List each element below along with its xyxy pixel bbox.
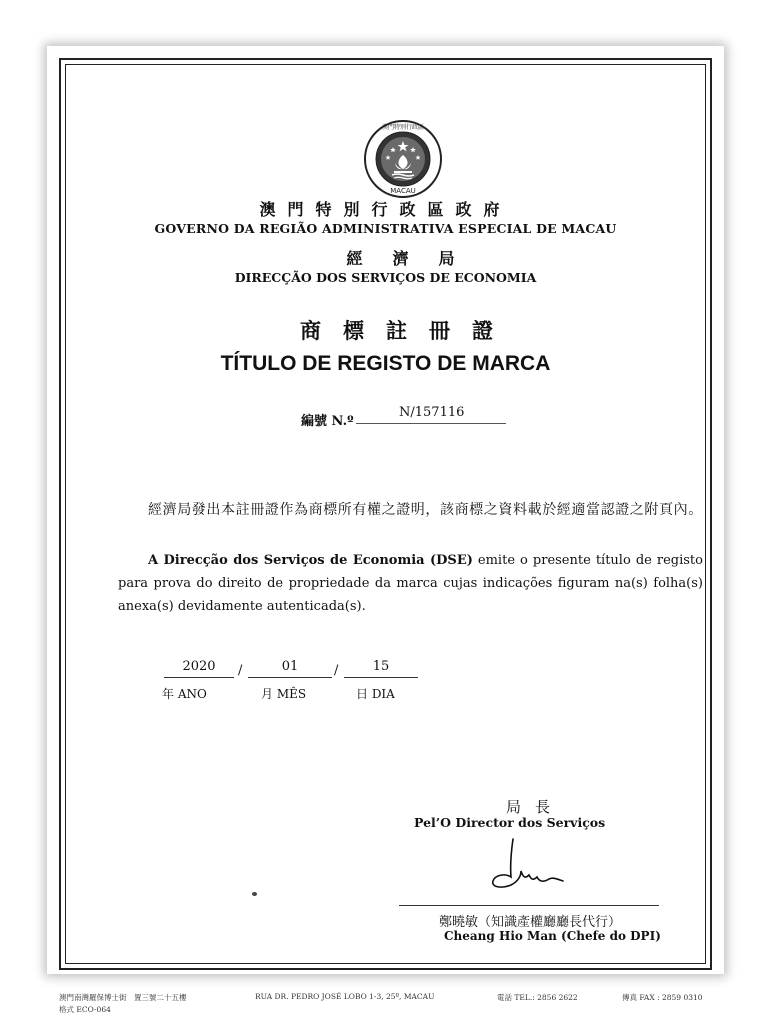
date-day-line [344,677,418,678]
date-month-line [248,677,332,678]
date-day-value: 15 [372,659,390,674]
officer-name-portuguese: Cheang Hio Man (Chefe do DPI) [444,929,661,943]
date-year-line [164,677,234,678]
registration-number-value: N/157116 [399,405,465,420]
date-separator: / [334,663,339,678]
government-name-portuguese: GOVERNO DA REGIÃO ADMINISTRATIVA ESPECIAL DE MACAU [154,221,617,236]
seal-ring-text: 澳門特別行政區 [381,124,425,131]
date-year-label: 年 ANO [162,687,207,701]
footer-address-chinese: 澳門南灣羅保博士街 置三號二十五樓 [59,993,187,1002]
document-title-portuguese: TÍTULO DE REGISTO DE MARCA [220,352,551,375]
date-separator: / [238,663,243,678]
footer-telephone: 電話 TEL.: 2856 2622 [497,993,578,1002]
macau-emblem-seal [363,119,443,199]
signatory-title-chinese: 局長 [506,798,565,816]
statement-portuguese [118,549,703,618]
footer-form-code: 格式 ECO-064 [59,1005,111,1014]
date-year-value: 2020 [182,659,216,674]
signatory-title-portuguese: Pel’O Director dos Serviços [414,815,606,830]
department-name-portuguese: DIRECÇÃO DOS SERVIÇOS DE ECONOMIA [234,270,537,285]
signature-line [399,905,659,906]
certificate-sheet [47,46,724,1014]
officer-name-chinese: 鄭曉敏（知識產權廳廳長代行） [439,915,622,930]
document-title-chinese: 商標註冊證 [300,318,515,343]
date-month-label: 月 MÊS [261,687,307,701]
inner-border [65,64,706,964]
registration-number-label: 編號 N.º [301,414,354,429]
registration-number-underline [356,423,506,424]
handwritten-signature [481,835,591,895]
statement-chinese: 經濟局發出本註冊證作為商標所有權之證明，該商標之資料載於經適當認證之附頁內。 [148,502,703,518]
ink-speck [252,892,257,896]
outer-border [59,58,712,970]
government-name-chinese: 澳門特別行政區政府 [259,200,512,219]
footer-fax: 傳真 FAX : 2859 0310 [622,993,703,1002]
seal-center-text: MACAU [390,187,416,195]
department-name-chinese: 經濟局 [346,249,485,268]
date-day-label: 日 DIA [356,687,395,701]
statement-portuguese-rest: emite o presente título de registo para prova do direito de propriedade da marca cujas indicações figuram na(s) folha(s) anexa(s) devidamente autenticada(s). [118,553,703,614]
date-month-value: 01 [281,659,299,674]
footer-address-portuguese: RUA DR. PEDRO JOSÉ LOBO 1-3, 25º, MACAU [255,992,435,1001]
statement-portuguese-bold: A Direcção dos Serviços de Economia (DSE) [148,553,473,568]
